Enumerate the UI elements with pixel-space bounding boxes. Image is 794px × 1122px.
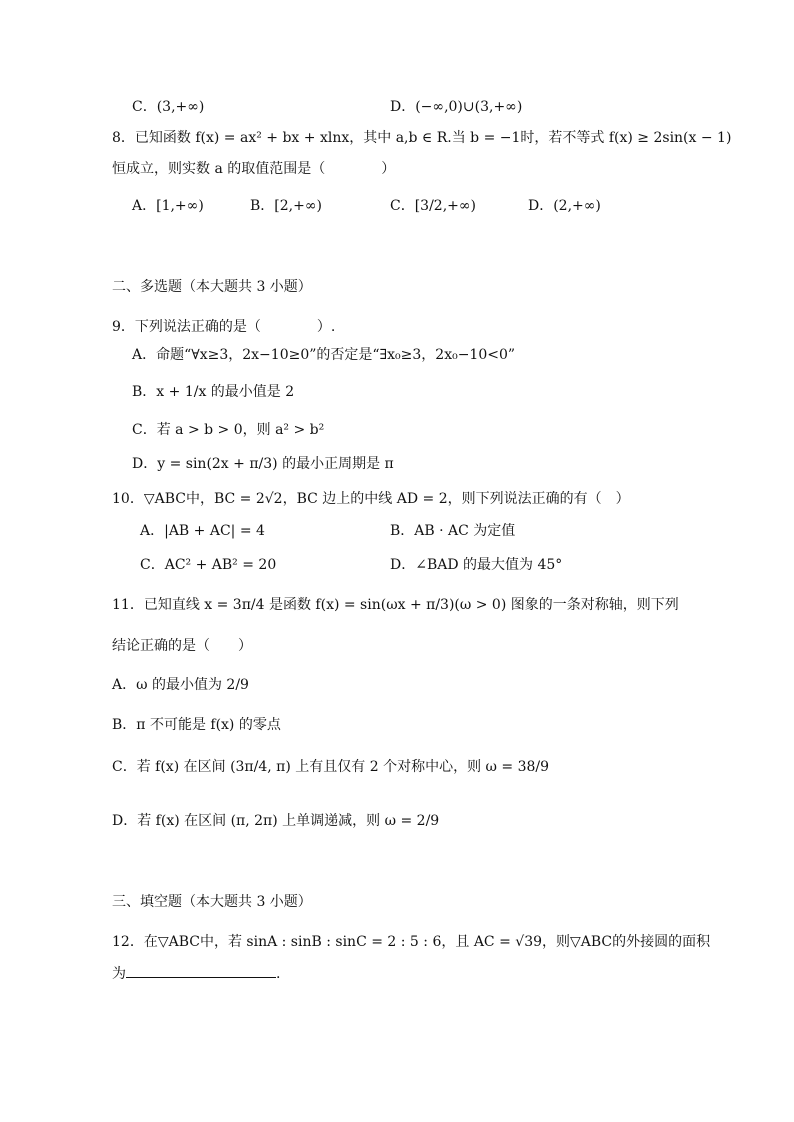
- q8-option-a: A．[1,+∞): [132, 198, 204, 214]
- q10-stem: 10．▽ABC中，BC = 2√2，BC 边上的中线 AD = 2，则下列说法正确的有（ ）: [112, 491, 630, 507]
- q11-option-c: C．若 f(x) 在区间 (3π/4, π) 上有且仅有 2 个对称中心，则 ω = 38/9: [112, 759, 550, 775]
- q8-stem-line2: 恒成立，则实数 a 的取值范围是（ ）: [112, 161, 396, 177]
- q12-answer-blank[interactable]: [126, 963, 276, 978]
- q9-stem: 9．下列说法正确的是（ ）.: [112, 319, 336, 335]
- q10-option-b: B．AB · AC 为定值: [390, 523, 516, 539]
- section-heading-fill-in: 三、填空题（本大题共 3 小题）: [112, 894, 312, 910]
- q12-suffix: .: [276, 966, 281, 982]
- q7-option-c: C．(3,+∞): [132, 99, 205, 115]
- section-heading-multiple-choice: 二、多选题（本大题共 3 小题）: [112, 279, 312, 295]
- q12-prefix: 为: [112, 966, 126, 982]
- q8-option-c: C．[3/2,+∞): [390, 198, 477, 214]
- q8-stem-line1: 8．已知函数 f(x) = ax² + bx + xlnx，其中 a,b ∈ R.当 b = −1时，若不等式 f(x) ≥ 2sin(x − 1): [112, 130, 732, 146]
- q11-option-d: D．若 f(x) 在区间 (π, 2π) 上单调递减，则 ω = 2/9: [112, 813, 440, 829]
- q12-stem-line1: 12．在▽ABC中，若 sinA : sinB : sinC = 2 : 5 : 6，且 AC = √39，则▽ABC的外接圆的面积: [112, 934, 711, 950]
- q11-option-a: A．ω 的最小值为 2/9: [112, 677, 249, 693]
- q8-option-d: D．(2,+∞): [528, 198, 601, 214]
- q11-option-b: B．π 不可能是 f(x) 的零点: [112, 717, 281, 733]
- q11-stem-line2: 结论正确的是（ ）: [112, 638, 252, 654]
- q10-option-d: D．∠BAD 的最大值为 45°: [390, 557, 563, 573]
- q9-option-c: C．若 a > b > 0，则 a² > b²: [132, 422, 325, 438]
- q9-option-a: A．命题“∀x≥3，2x−10≥0”的否定是“∃x₀≥3，2x₀−10<0”: [132, 347, 516, 363]
- q11-stem-line1: 11．已知直线 x = 3π/4 是函数 f(x) = sin(ωx + π/3)(ω > 0) 图象的一条对称轴，则下列: [112, 597, 679, 613]
- q8-option-b: B．[2,+∞): [250, 198, 322, 214]
- q10-option-a: A．|AB + AC| = 4: [140, 523, 265, 539]
- q7-option-d: D．(−∞,0)∪(3,+∞): [390, 99, 523, 115]
- q10-option-c: C．AC² + AB² = 20: [140, 557, 277, 573]
- q9-option-b: B．x + 1/x 的最小值是 2: [132, 384, 295, 400]
- q12-stem-line2: [112, 963, 280, 983]
- q9-option-d: D．y = sin(2x + π/3) 的最小正周期是 π: [132, 456, 394, 472]
